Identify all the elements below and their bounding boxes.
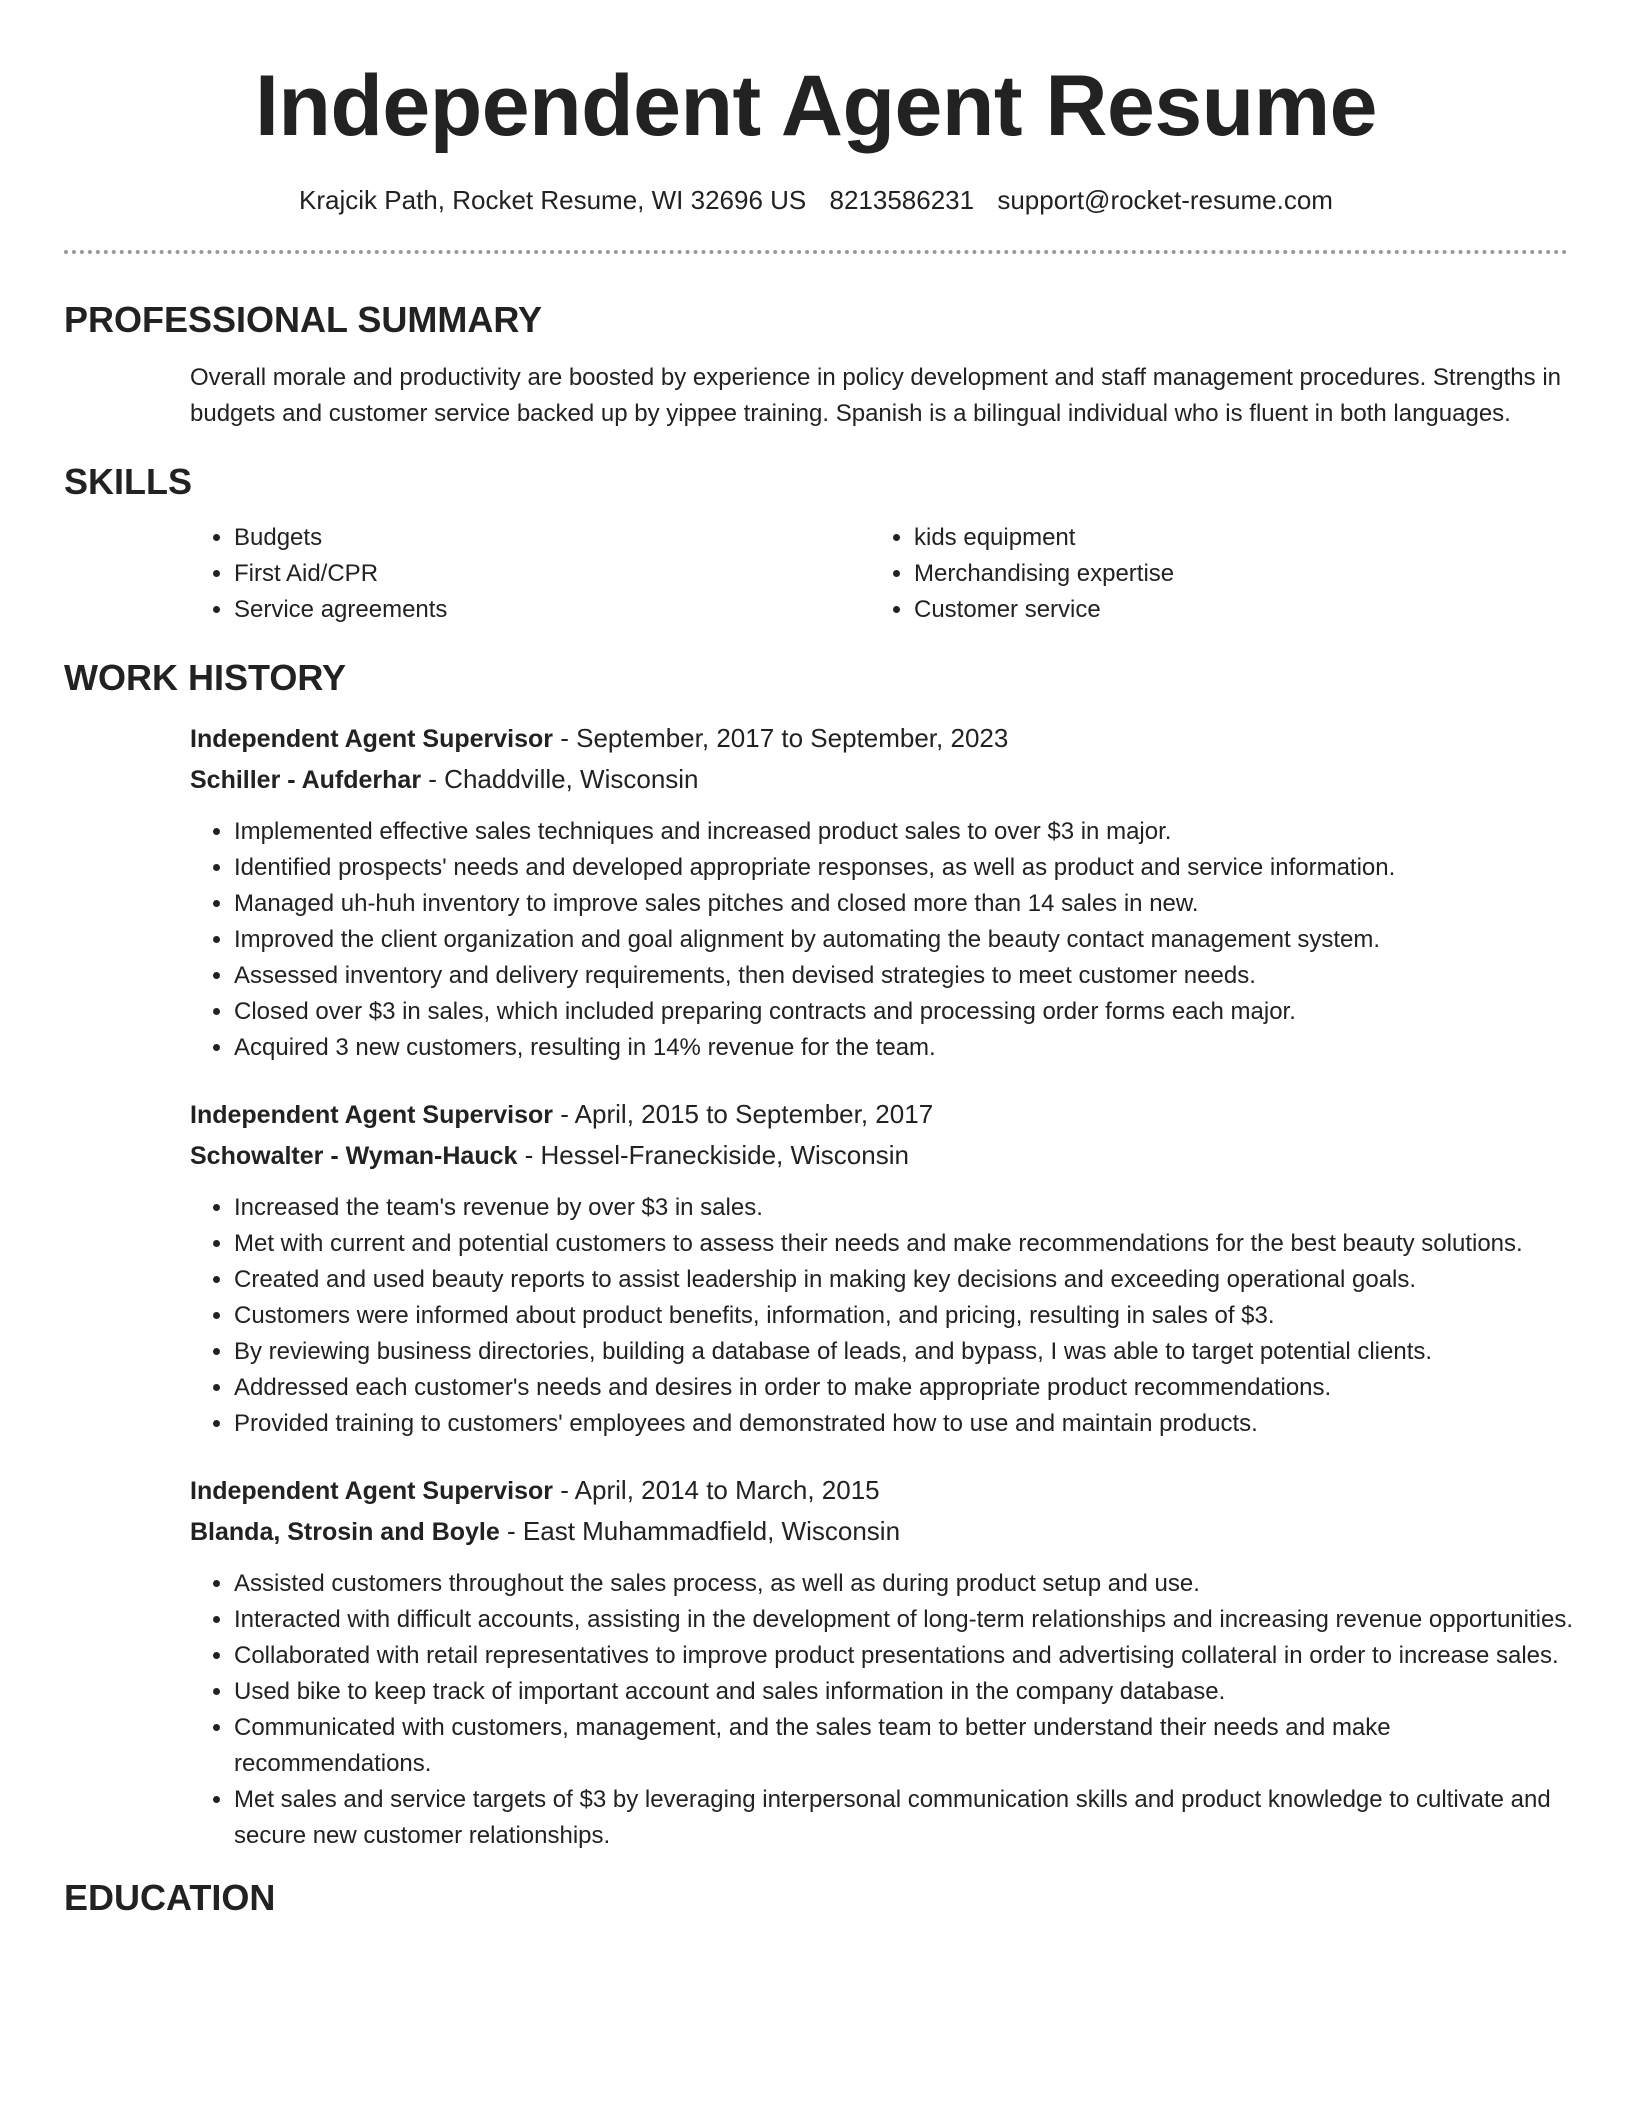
job-bullet: • Identified prospects' needs and developed appropriate responses, as well as product and service information. xyxy=(234,850,1580,886)
job-dates: - April, 2015 to September, 2017 xyxy=(553,1099,934,1129)
job-bullet: • Created and used beauty reports to assist leadership in making key decisions and exceeding operational goals. xyxy=(234,1262,1580,1298)
skill-item: • kids equipment xyxy=(914,520,1550,556)
job-location: - East Muhammadfield, Wisconsin xyxy=(499,1516,901,1546)
header-divider xyxy=(64,250,1568,254)
job-bullet: • Interacted with difficult accounts, assisting in the development of long-term relationships and increasing revenue opportunities. xyxy=(234,1602,1580,1638)
job-title-line xyxy=(190,1470,1568,1511)
job-bullet: • Met sales and service targets of $3 by leveraging interpersonal communication skills and product knowledge to cultivate and secure new customer relationships. xyxy=(234,1782,1580,1854)
job-company-line xyxy=(190,1135,1568,1176)
job-bullet: • By reviewing business directories, building a database of leads, and bypass, I was able to target potential clients. xyxy=(234,1334,1580,1370)
job-bullet: • Met with current and potential customers to assess their needs and make recommendations for the best beauty solutions. xyxy=(234,1226,1580,1262)
job-bullets xyxy=(190,1566,1580,1854)
skill-item: • First Aid/CPR xyxy=(234,556,870,592)
skills-heading: SKILLS xyxy=(64,461,193,502)
contact-address: Krajcik Path, Rocket Resume, WI 32696 US xyxy=(299,185,807,215)
resume-header xyxy=(64,0,1568,216)
job-bullet: • Assessed inventory and delivery requirements, then devised strategies to meet customer needs. xyxy=(234,958,1580,994)
work-history-section xyxy=(64,656,1573,1854)
work-history-heading: WORK HISTORY xyxy=(64,657,347,698)
job-company: Schowalter - Wyman-Hauck xyxy=(190,1142,518,1170)
skill-item: • Customer service xyxy=(914,592,1550,628)
skills-columns xyxy=(190,520,1568,628)
job-company: Blanda, Strosin and Boyle xyxy=(190,1518,500,1546)
skill-item: • Merchandising expertise xyxy=(914,556,1550,592)
job-bullet: • Addressed each customer's needs and desires in order to make appropriate product recommendations. xyxy=(234,1370,1580,1406)
job-dates: - September, 2017 to September, 2023 xyxy=(553,723,1009,753)
job-title-line xyxy=(190,1094,1568,1135)
job-bullet: • Acquired 3 new customers, resulting in 14% revenue for the team. xyxy=(234,1030,1580,1066)
job-role: Independent Agent Supervisor xyxy=(190,1477,554,1505)
job-role: Independent Agent Supervisor xyxy=(190,725,554,753)
skill-item: • Service agreements xyxy=(234,592,870,628)
job-dates: - April, 2014 to March, 2015 xyxy=(553,1475,880,1505)
job-location: - Hessel-Franeckiside, Wisconsin xyxy=(517,1140,909,1170)
job-bullet: • Used bike to keep track of important account and sales information in the company database. xyxy=(234,1674,1580,1710)
job-bullet: • Closed over $3 in sales, which included preparing contracts and processing order forms each major. xyxy=(234,994,1580,1030)
resume-title: Independent Agent Resume xyxy=(254,58,1378,154)
skills-section xyxy=(64,460,1568,628)
summary-section xyxy=(64,298,1568,432)
job-bullet: • Managed uh-huh inventory to improve sales pitches and closed more than 14 sales in new. xyxy=(234,886,1580,922)
job-title-line xyxy=(190,718,1568,759)
summary-text: Overall morale and productivity are boosted by experience in policy development and staff management procedures. Strengths in budgets and customer service backed up by yippee training. Spanish is a bilingual individual who is fluent in both languages. xyxy=(190,364,1561,427)
education-heading: EDUCATION xyxy=(64,1877,276,1918)
job-bullet: • Customers were informed about product benefits, information, and pricing, resulting in sales of $3. xyxy=(234,1298,1580,1334)
job-bullets xyxy=(190,1190,1580,1442)
job-bullet: • Communicated with customers, management, and the sales team to better understand their needs and make recommendations. xyxy=(234,1710,1580,1782)
job-location: - Chaddville, Wisconsin xyxy=(421,764,699,794)
skills-list-left xyxy=(190,520,870,628)
job-bullet: • Assisted customers throughout the sales process, as well as during product setup and use. xyxy=(234,1566,1580,1602)
education-section xyxy=(64,1876,1568,1920)
job-bullets xyxy=(190,814,1580,1066)
job-bullet: • Collaborated with retail representatives to improve product presentations and advertising collateral in order to increase sales. xyxy=(234,1638,1580,1674)
summary-heading: PROFESSIONAL SUMMARY xyxy=(64,299,543,340)
job-company-line xyxy=(190,759,1568,800)
job-company: Schiller - Aufderhar xyxy=(190,766,422,794)
job-bullet: • Implemented effective sales techniques and increased product sales to over $3 in major. xyxy=(234,814,1580,850)
job-entry xyxy=(190,1094,1568,1442)
skills-list-right xyxy=(870,520,1550,628)
job-entry xyxy=(190,1470,1573,1854)
job-bullet: • Provided training to customers' employees and demonstrated how to use and maintain products. xyxy=(234,1406,1580,1442)
skill-item: • Budgets xyxy=(234,520,870,556)
job-entry xyxy=(190,718,1568,1066)
contact-phone: 8213586231 xyxy=(829,185,975,215)
job-role: Independent Agent Supervisor xyxy=(190,1101,554,1129)
job-bullet: • Increased the team's revenue by over $3 in sales. xyxy=(234,1190,1580,1226)
contact-email[interactable]: support@rocket-resume.com xyxy=(997,185,1333,215)
job-bullet: • Improved the client organization and goal alignment by automating the beauty contact management system. xyxy=(234,922,1580,958)
job-company-line xyxy=(190,1511,1568,1552)
contact-line xyxy=(64,184,1568,216)
